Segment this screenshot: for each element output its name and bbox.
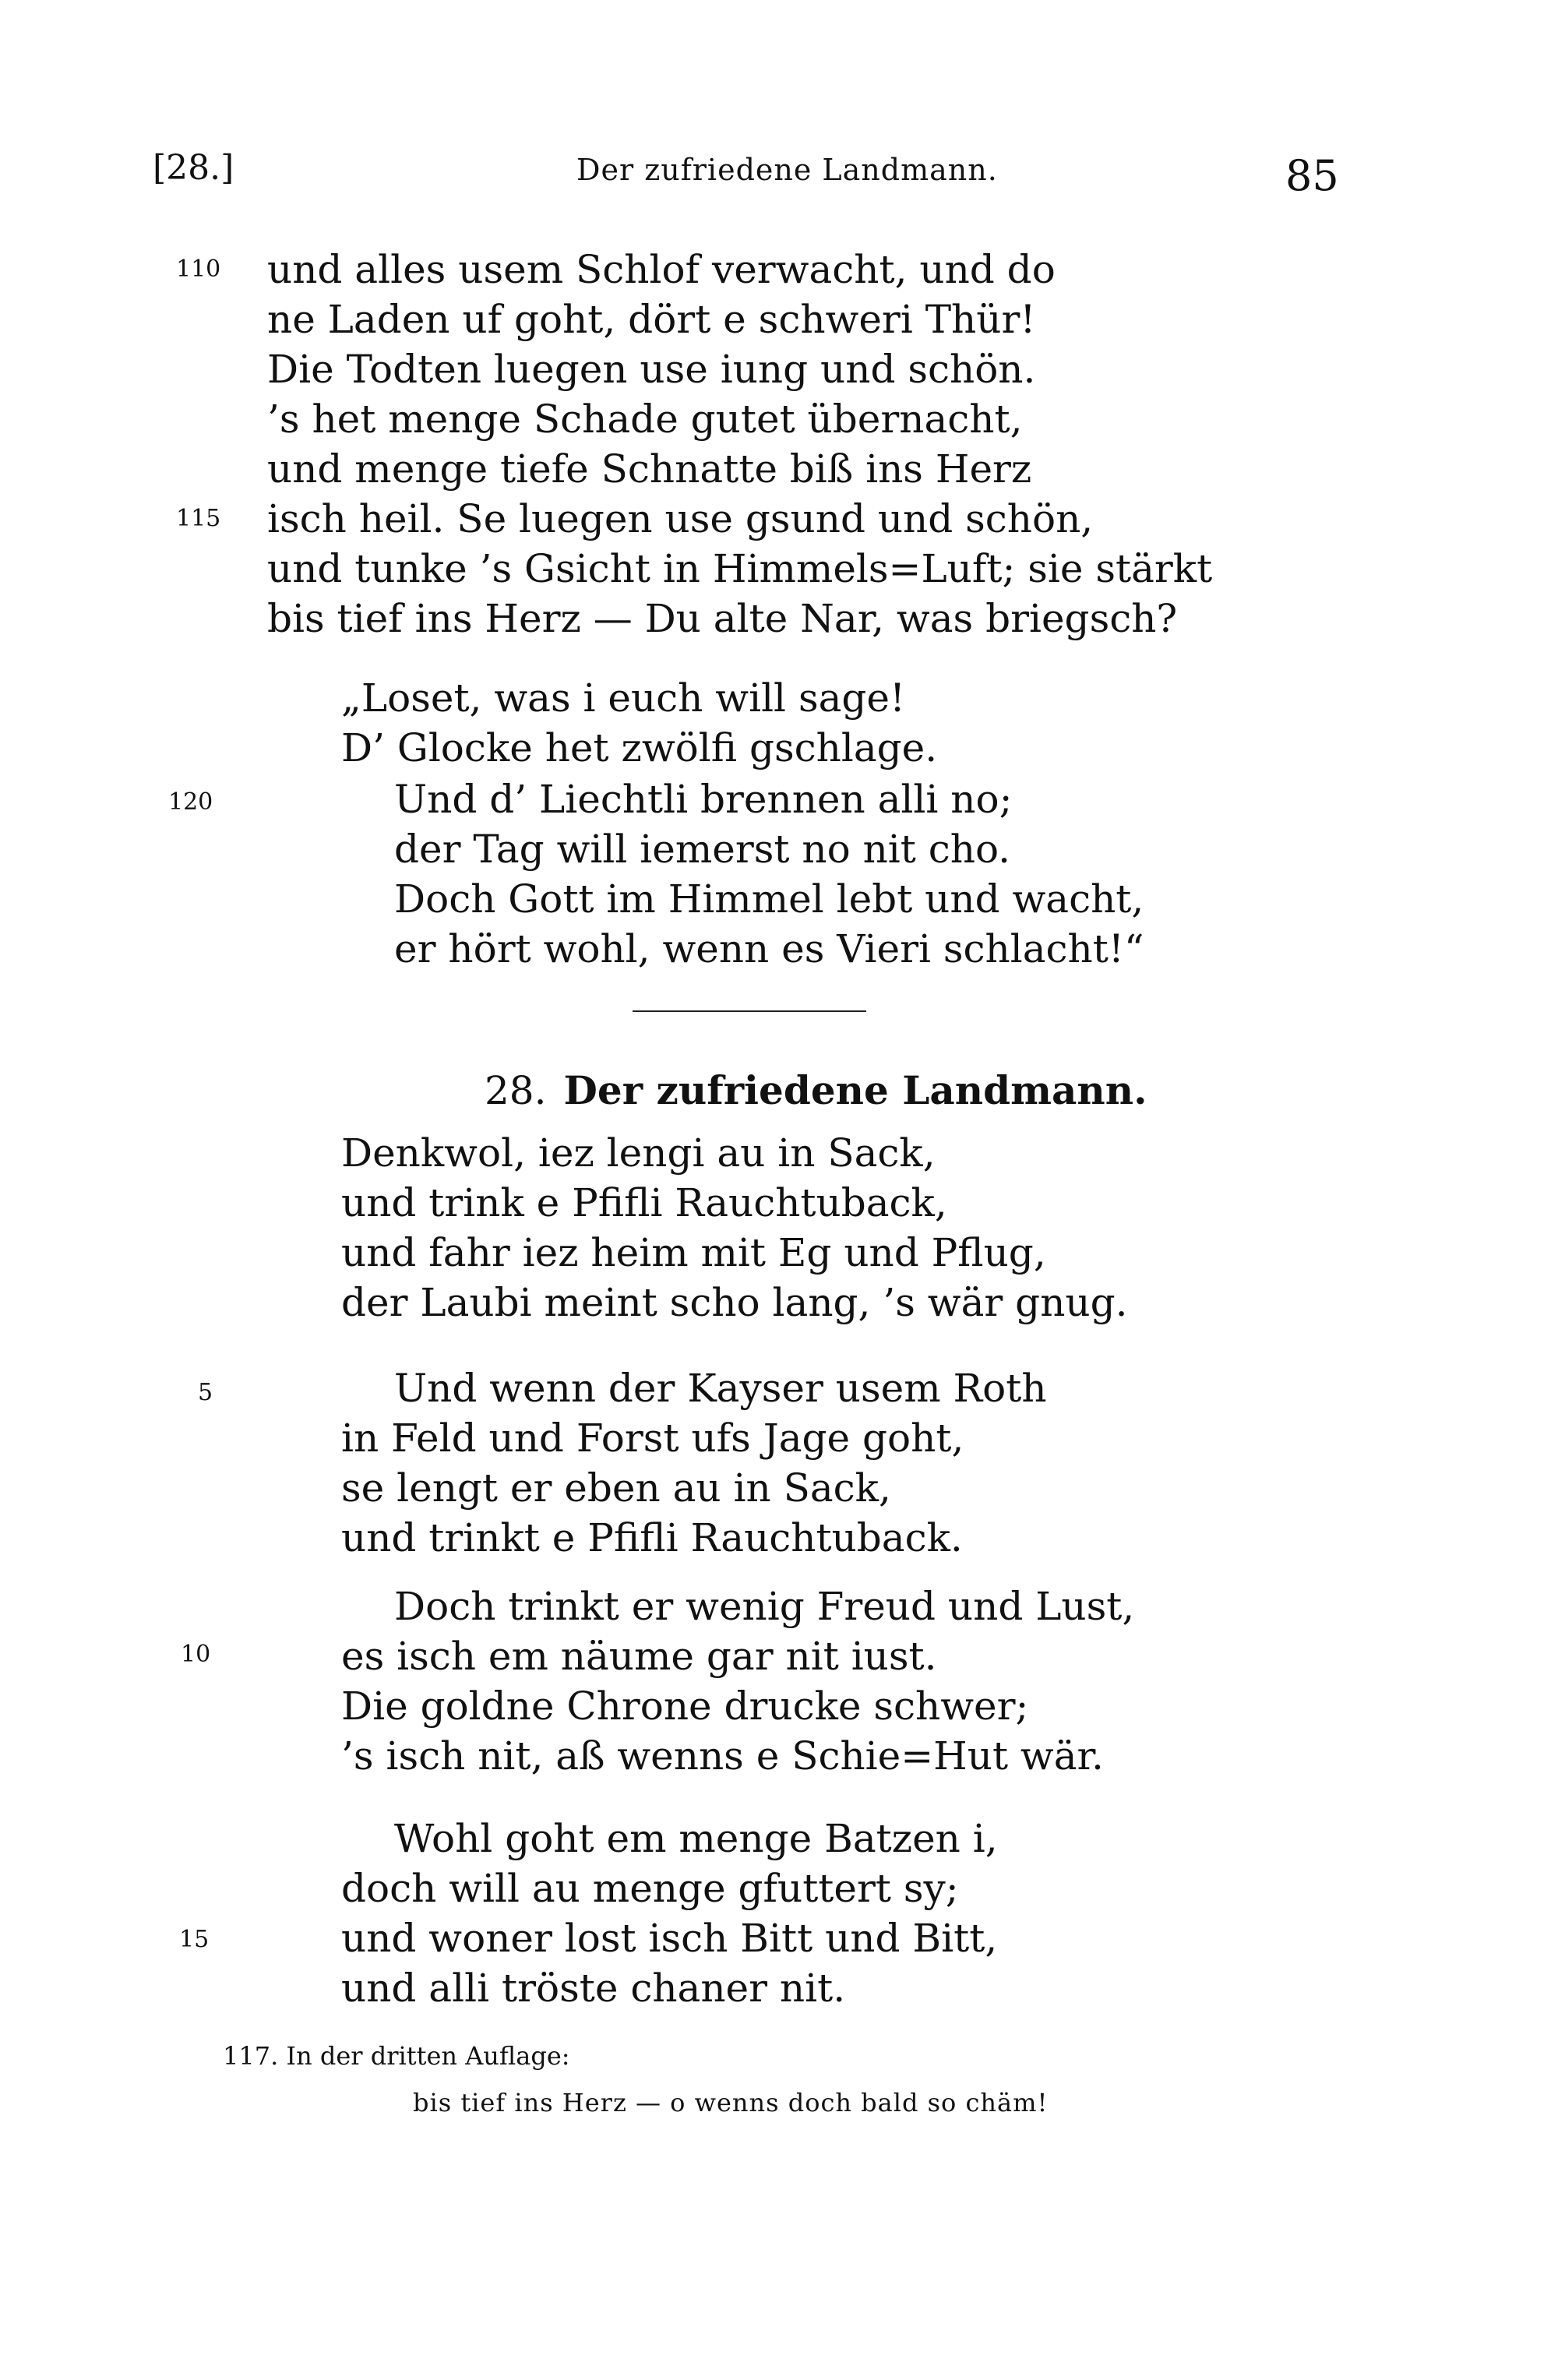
verse-line: ’s isch nit, aß wenns e Schie=Hut wär. — [341, 1733, 1104, 1779]
verse-line: ne Laden uf goht, dört e schweri Thür! — [267, 297, 1036, 342]
running-title: Der zufriedene Landmann. — [576, 153, 998, 187]
verse-line: Wohl goht em menge Batzen i, — [394, 1816, 998, 1861]
line-number: 5 — [198, 1379, 213, 1406]
verse-line: Die Todten luegen use iung und schön. — [267, 347, 1036, 392]
verse-line: Doch trinkt er wenig Freud und Lust, — [394, 1584, 1135, 1629]
verse-line: es isch em näume gar nit iust. — [341, 1634, 937, 1679]
section-divider — [633, 1010, 866, 1012]
poem-title: Der zufriedene Landmann. — [563, 1067, 1147, 1113]
line-number: 115 — [176, 505, 221, 532]
verse-line: bis tief ins Herz — Du alte Nar, was briegsch? — [267, 596, 1178, 641]
verse-line: und tunke ’s Gsicht in Himmels=Luft; sie stärkt — [267, 546, 1213, 591]
line-number: 120 — [168, 788, 213, 816]
verse-line: D’ Glocke het zwölfi gschlage. — [341, 725, 938, 770]
verse-line: und menge tiefe Schnatte biß ins Herz — [267, 446, 1032, 492]
verse-line: und alli tröste chaner nit. — [341, 1966, 846, 2011]
verse-line: ’s het menge Schade gutet übernacht, — [267, 397, 1023, 442]
verse-line: Und d’ Liechtli brennen alli no; — [394, 777, 1013, 822]
verse-line: Denkwol, iez lengi au in Sack, — [341, 1130, 936, 1176]
verse-line: und trink e Pfifli Rauchtuback, — [341, 1180, 947, 1225]
verse-line: und alles usem Schlof verwacht, und do — [267, 247, 1056, 292]
verse-line: er hört wohl, wenn es Vieri schlacht!“ — [394, 926, 1144, 971]
line-number: 110 — [176, 256, 221, 283]
verse-line: Doch Gott im Himmel lebt und wacht, — [394, 876, 1144, 922]
line-number: 15 — [179, 1926, 210, 1953]
verse-line: in Feld und Forst ufs Jage goht, — [341, 1416, 964, 1461]
poem-number: 28. — [485, 1068, 547, 1113]
verse-line: Und wenn der Kayser usem Roth — [394, 1366, 1047, 1411]
verse-line: der Tag will iemerst no nit cho. — [394, 827, 1011, 872]
verse-line: Die goldne Chrone drucke schwer; — [341, 1684, 1029, 1729]
verse-line: und trinkt e Pfifli Rauchtuback. — [341, 1515, 963, 1560]
verse-line: se lengt er eben au in Sack, — [341, 1465, 891, 1511]
verse-line: und fahr iez heim mit Eg und Pflug, — [341, 1230, 1046, 1275]
verse-line: „Loset, was i euch will sage! — [341, 675, 906, 721]
line-number: 10 — [181, 1641, 211, 1668]
footnote-text: bis tief ins Herz — o wenns doch bald so chäm! — [413, 2088, 1049, 2117]
page-number: 85 — [1285, 151, 1339, 200]
section-reference: [28.] — [153, 148, 234, 188]
verse-line: und woner lost isch Bitt und Bitt, — [341, 1916, 998, 1961]
verse-line: doch will au menge gfuttert sy; — [341, 1866, 959, 1911]
footnote-label: 117. In der dritten Auflage: — [223, 2041, 570, 2071]
verse-line: isch heil. Se luegen use gsund und schön, — [267, 496, 1094, 541]
poem-heading — [485, 1067, 1147, 1113]
verse-line: der Laubi meint scho lang, ’s wär gnug. — [341, 1280, 1128, 1325]
